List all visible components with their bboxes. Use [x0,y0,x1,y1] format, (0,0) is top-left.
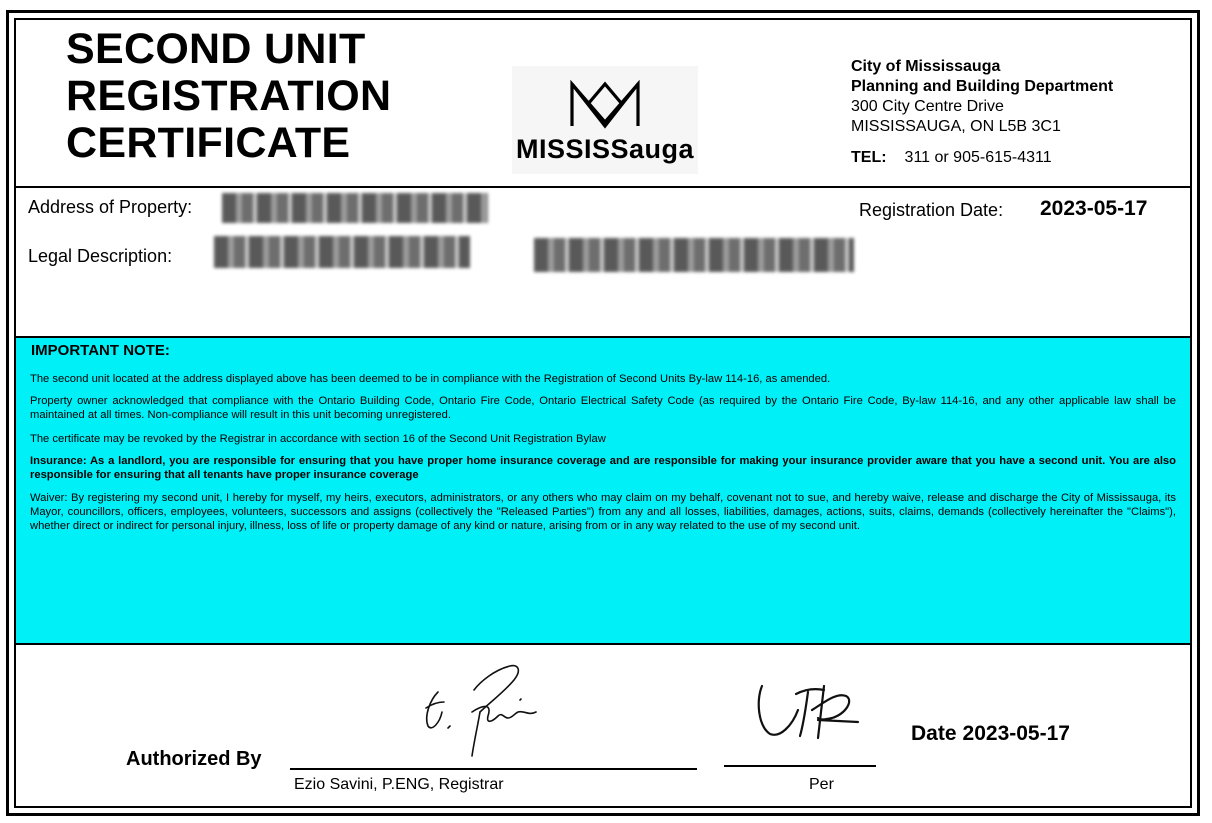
department-name: Planning and Building Department [851,78,1114,95]
note-title: IMPORTANT NOTE: [31,342,170,359]
title-line-3: CERTIFICATE [66,119,351,167]
department-address [851,57,1113,137]
mississauga-crown-icon [568,80,642,130]
registrar-signature-line [290,768,697,770]
logo-wordmark: MISSISSauga [515,134,695,164]
signature-date [911,722,1070,746]
redacted-legal-description-2 [534,238,854,272]
title-line-1: SECOND UNIT [66,25,366,73]
mississauga-logo [512,66,698,174]
note-waiver-paragraph: Waiver: By registering my second unit, I hereby for myself, my heirs, executors, administrators, or any others who may claim on my behalf, covenant not to sue, and hereby waive, release and discharge the City of Mississauga, its Mayor, councillors, officers, employees, volunteers, successors and assigns (collectively the "Released Parties") from any and all losses, liabilities, damages, actions, suits, claims, demands (collectively hereinafter the "Claims"), whether direct or indirect for personal injury, illness, loss of life or property damage of any kind or nature, arising from or in any way related to the use of my second unit. [30,492,1176,532]
registrar-signature [418,660,548,766]
city-name: City of Mississauga [851,58,1001,75]
header-divider [14,186,1192,188]
note-insurance-paragraph: Insurance: As a landlord, you are responsible for ensuring that you have proper home insurance coverage and are responsible for making your insurance provider aware that you have a second unit. You are also responsible for ensuring that all tenants have proper insurance coverage [30,455,1176,481]
tel-label: TEL: [851,149,887,166]
per-signature-line [724,765,876,767]
date-label: Date [911,722,957,745]
per-label: Per [809,776,834,793]
title-line-2: REGISTRATION [66,72,392,120]
address-label: Address of Property: [28,197,193,217]
registration-date-label: Registration Date: [859,200,1004,220]
note-bottom-divider [14,643,1192,645]
registration-date-value: 2023-05-17 [1040,197,1148,220]
street-address: 300 City Centre Drive [851,98,1004,115]
authorized-by-label: Authorized By [126,748,262,770]
redacted-address [222,193,488,223]
telephone [851,149,1052,167]
important-note-box [16,338,1190,643]
note-compliance-paragraph: The second unit located at the address displayed above has been deemed to be in compliance with the Registration of Second Units By-law 114-16, as amended. [30,373,831,385]
tel-value: 311 or 905-615-4311 [904,149,1052,166]
certificate-title [66,26,391,167]
note-revocation-paragraph: The certificate may be revoked by the Registrar in accordance with section 16 of the Second Unit Registration Bylaw [30,433,606,445]
date-value: 2023-05-17 [962,722,1070,745]
legal-description-label: Legal Description: [28,246,173,266]
per-signature [752,680,862,748]
signer-name: Ezio Savini, P.ENG, Registrar [294,776,504,793]
city-postal: MISSISSAUGA, ON L5B 3C1 [851,118,1061,135]
redacted-legal-description-1 [214,236,470,268]
note-codes-paragraph: Property owner acknowledged that compliance with the Ontario Building Code, Ontario Fire Code, Ontario Electrical Safety Code (as required by the Ontario Fire Code, By-law 114-16, and any other applicable law shall be maintained at all times. Non-compliance will result in this unit becoming unregistered. [30,395,1176,421]
